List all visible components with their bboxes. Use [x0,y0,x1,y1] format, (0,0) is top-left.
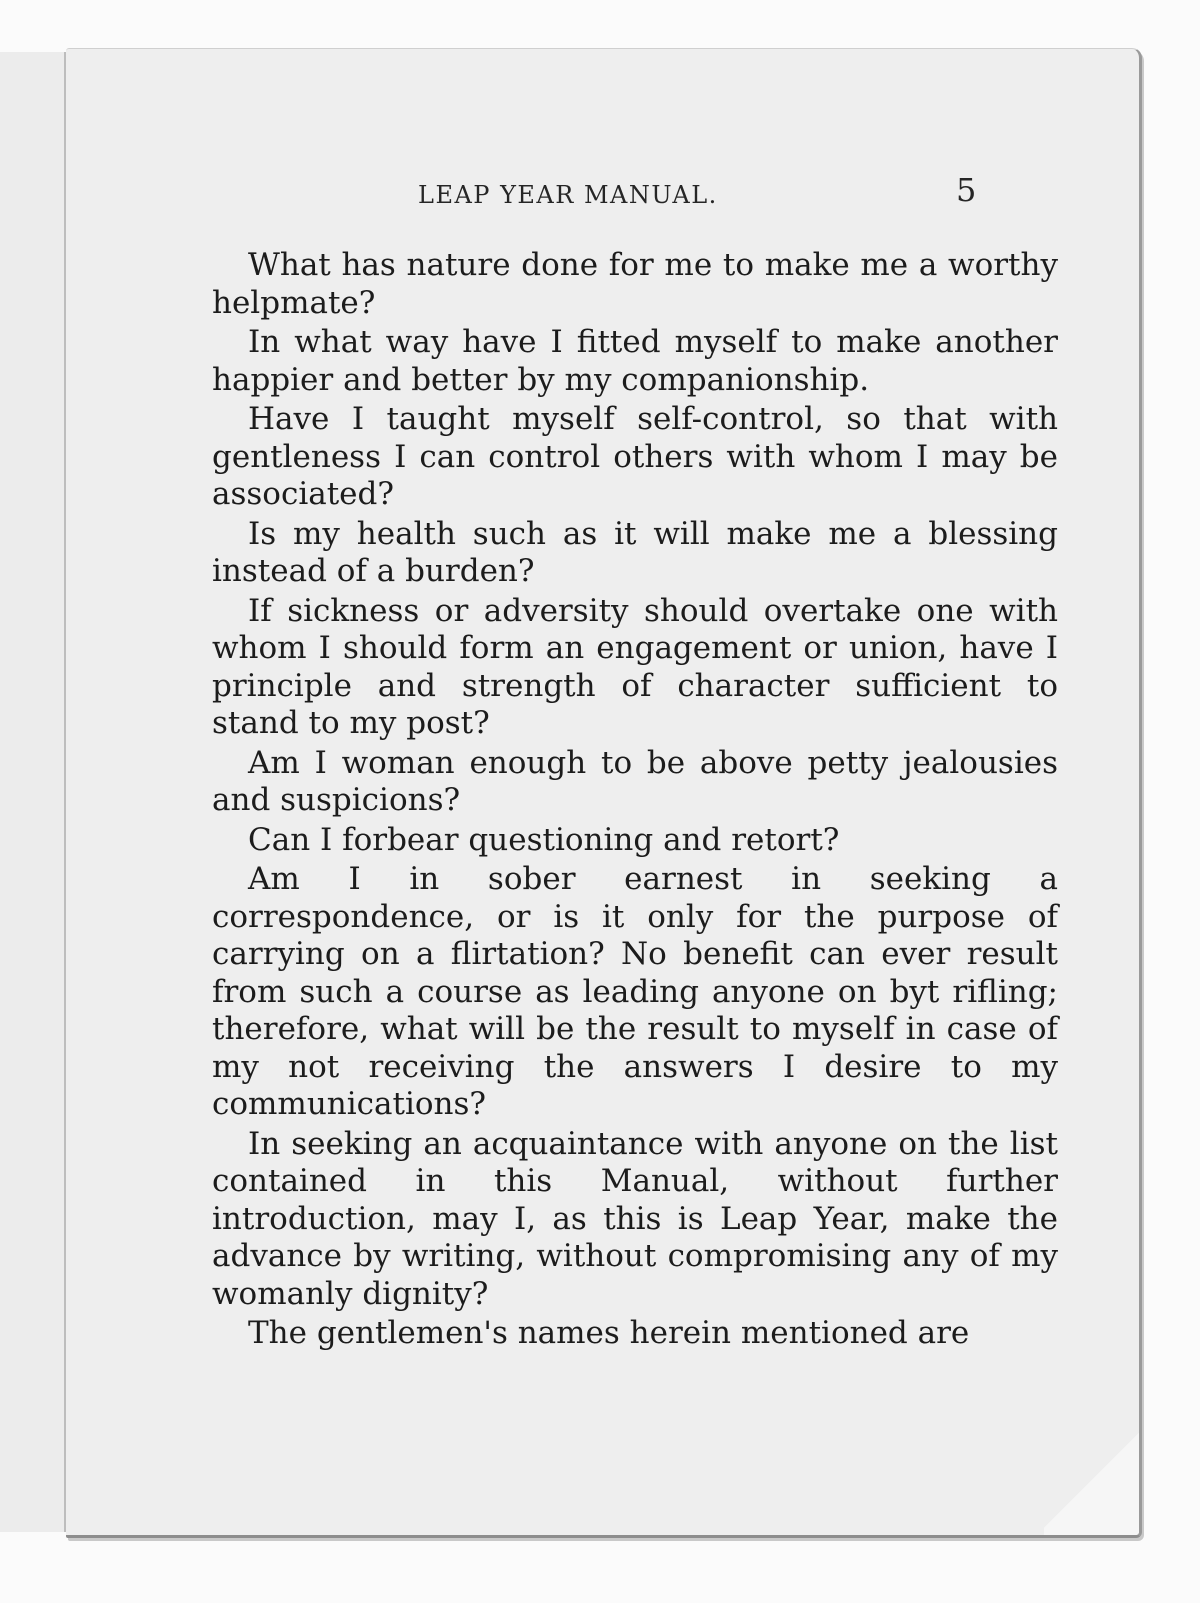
page-body [212,247,1058,1355]
paragraph: If sickness or adversity should overtake one with whom I should form an engagement or union, have I principle and strength of character sufficient to stand to my post? [212,592,1058,741]
folded-page-corner [1044,1425,1139,1535]
paragraph: In seeking an acquaintance with anyone on the list contained in this Manual, without further introduction, may I, as this is Leap Year, make the advance by writing, without compromising any of my womanly dignity? [212,1125,1058,1312]
paragraph: In what way have I fitted myself to make another happier and better by my companionship. [212,324,1058,398]
running-head: LEAP YEAR MANUAL. [418,181,718,209]
paragraph: Can I forbear questioning and retort? [248,821,840,858]
previous-page-edge [0,52,66,1532]
paragraph: Is my health such as it will make me a blessing instead of a burden? [212,515,1058,589]
page-number: 5 [956,171,977,209]
paragraph: Am I woman enough to be above petty jealousies and suspicions? [212,744,1058,818]
book-page [66,48,1142,1538]
paragraph: What has nature done for me to make me a worthy helpmate? [212,247,1058,321]
paragraph: The gentlemen's names herein mentioned are [248,1315,970,1351]
page-header [66,169,1139,219]
paragraph: Am I in sober earnest in seeking a correspondence, or is it only for the purpose of carrying on a flirtation? No benefit can ever result from such a course as leading anyone on byt rifling; therefore, what will be the result to myself in case of my not receiving the answers I desire to my communications? [212,861,1058,1122]
paragraph: Have I taught myself self-control, so that with gentleness I can control others with whom I may be associated? [212,401,1058,512]
